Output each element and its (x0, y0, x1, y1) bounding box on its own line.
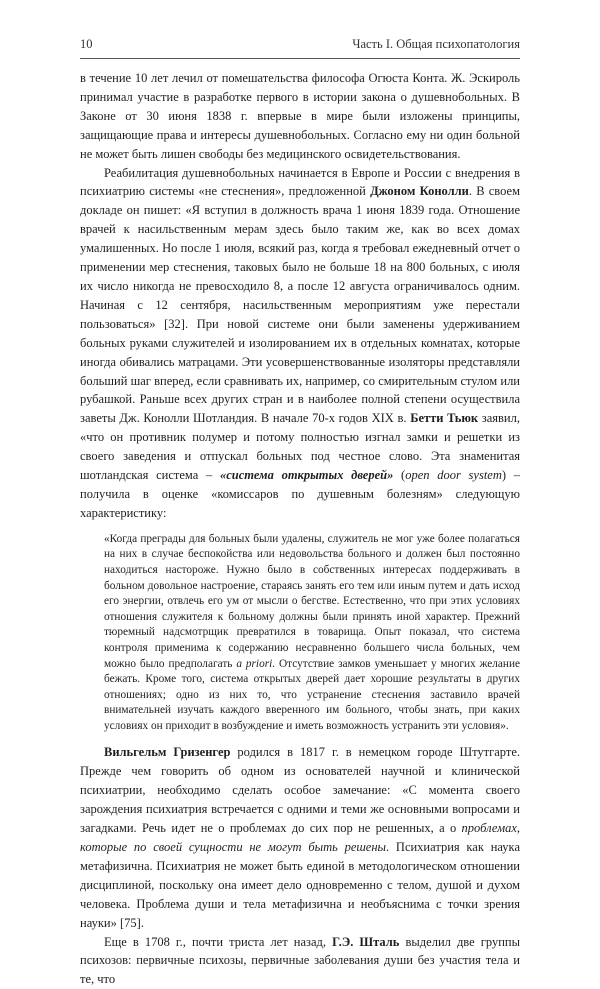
running-title: Часть I. Общая психопатология (352, 37, 520, 51)
quote-text-2: . Отсутствие замков уменьшает у многих желание бежать. Кроме того, система открытых дверей дает хорошие результаты в других отношениях; одно из них то, что устранение стеснения заставило врачей внимательней изучать каждого вверенного им больного, чтобы знать, при каких условиях он приходит в возбуждение и иметь возможность устранить эти условия». (104, 657, 521, 732)
p4-text-1: Еще в 1708 г., почти триста лет назад, (104, 934, 333, 949)
block-quote (104, 532, 520, 735)
paragraph-2 (80, 164, 520, 523)
name-stahl: Г.Э. Шталь (332, 934, 400, 949)
name-conolly: Джоном Конолли (370, 184, 469, 199)
name-griesinger: Вильгельм Гризенгер (104, 745, 231, 760)
name-tuke: Бетти Тьюк (410, 411, 479, 426)
quote-a-priori: a priori (236, 657, 273, 670)
running-header (80, 37, 520, 55)
header-rule (80, 58, 520, 59)
page-body (80, 69, 520, 989)
paragraph-1: в течение 10 лет лечил от помешательства философа Огюста Конта. Ж. Эскироль принимал участие в разработке первого в истории закона о душевнобольных. В Законе от 30 июня 1838 г. впервые в мире были изложены принципы, защищающие права и интересы душевнобольных. Согласно ему ни один больной не может быть лишен свободы без медицинского освидетельствования. (80, 71, 520, 161)
term-open-door-system: open door system (405, 468, 502, 483)
p3-text-1: родился в 1817 г. в немецком городе Штутгарте. Прежде чем говорить об одном из основателей научной и клинической психиатрии, необходимо сделать особое замечание: «С момента своего зарождения психиатрия встречается с одними и теми же основными вопросами и загадками. Речь идет не о проблемах до сих пор не решенных, а о (80, 745, 521, 836)
page-number: 10 (80, 37, 93, 51)
p3-emphasis: проблемах, которые по своей сущности не могут быть решены (80, 821, 520, 854)
p2-text-2: . В своем докладе он пишет: «Я вступил в должность врача 1 июня 1839 года. Отношение врачей к насильственным мерам здесь было таким же, как во всех домах умалишенных. Но после 1 июля, всякий раз, когда я требовал ежедневный отчет о применении мер стеснения, таковых было не больше 18 на 800 больных, с июля их число никогда не превосходило 8, а после 12 августа ограничивалось одним. Начиная с 12 сентября, насильственным мероприятиям уже перестали пользоваться» [32]. При новой системе они были заменены удерживанием больных руками служителей и изолированием их в отдельных комнатах, которые иногда обивались матрацами. Эти усовершенствованные изоляторы представляли больший шаг вперед, если сравнивать их, например, со смирительным стулом или рубашкой. Раньше всех других стран и в наиболее полной степени осуществила заветы Дж. Конолли Шотландия. В начале 70-х годов XIX в. (80, 184, 520, 426)
p3-text-2: . Психиатрия как наука метафизична. Психиатрия не может быть единой в методологическом отношении дисциплиной, поскольку она имеет дело одновременно с телом, душой и духом человека. Проблема души и тела метафизична и необъяснима с точки зрения науки» [75]. (80, 840, 520, 930)
p4-text-2: выделил две группы психозов: первичные психозы, первичные заболевания души без участия тела и те, что (80, 934, 520, 987)
term-open-doors: «система открытых дверей» (219, 468, 394, 483)
quote-text-1: «Когда преграды для больных были удалены, служитель не мог уже более полагаться на них в случае беспокойства или недовольства больного и должен был постоянно находиться настороже. Нужно было в собственных интересах поддерживать в больном довольное настроение, стараясь занять его тем или иным путем и дать исход его энергии, отвлечь его ум от мысли о бегстве. Естественно, что при этих условиях отношения служителя к больному должны были принять иной характер. Прежний тюремный надсмотрщик превратился в товарища. Опыт показал, что система контроля применима к содержанию несравненно большего числа больных, чем можно было предполагать (104, 532, 520, 670)
paragraph-4 (80, 933, 520, 989)
p2-text-1: Реабилитация душевнобольных начинается в Европе и России с внедрения в психиатрию системы «не стеснения», предложенной (80, 165, 520, 199)
p2-text-4: ( (393, 468, 406, 483)
paragraph-3 (80, 743, 520, 932)
p2-text-3: заявил, «что он противник полумер и потому полностью изгнал замки и решетки из своего заведения и отпускал больных под честное слово. Эта знаменитая шотландская система – (80, 411, 520, 483)
p2-text-5: ) – получила в оценке «комиссаров по душевным болезням» следующую характеристику: (80, 468, 520, 520)
